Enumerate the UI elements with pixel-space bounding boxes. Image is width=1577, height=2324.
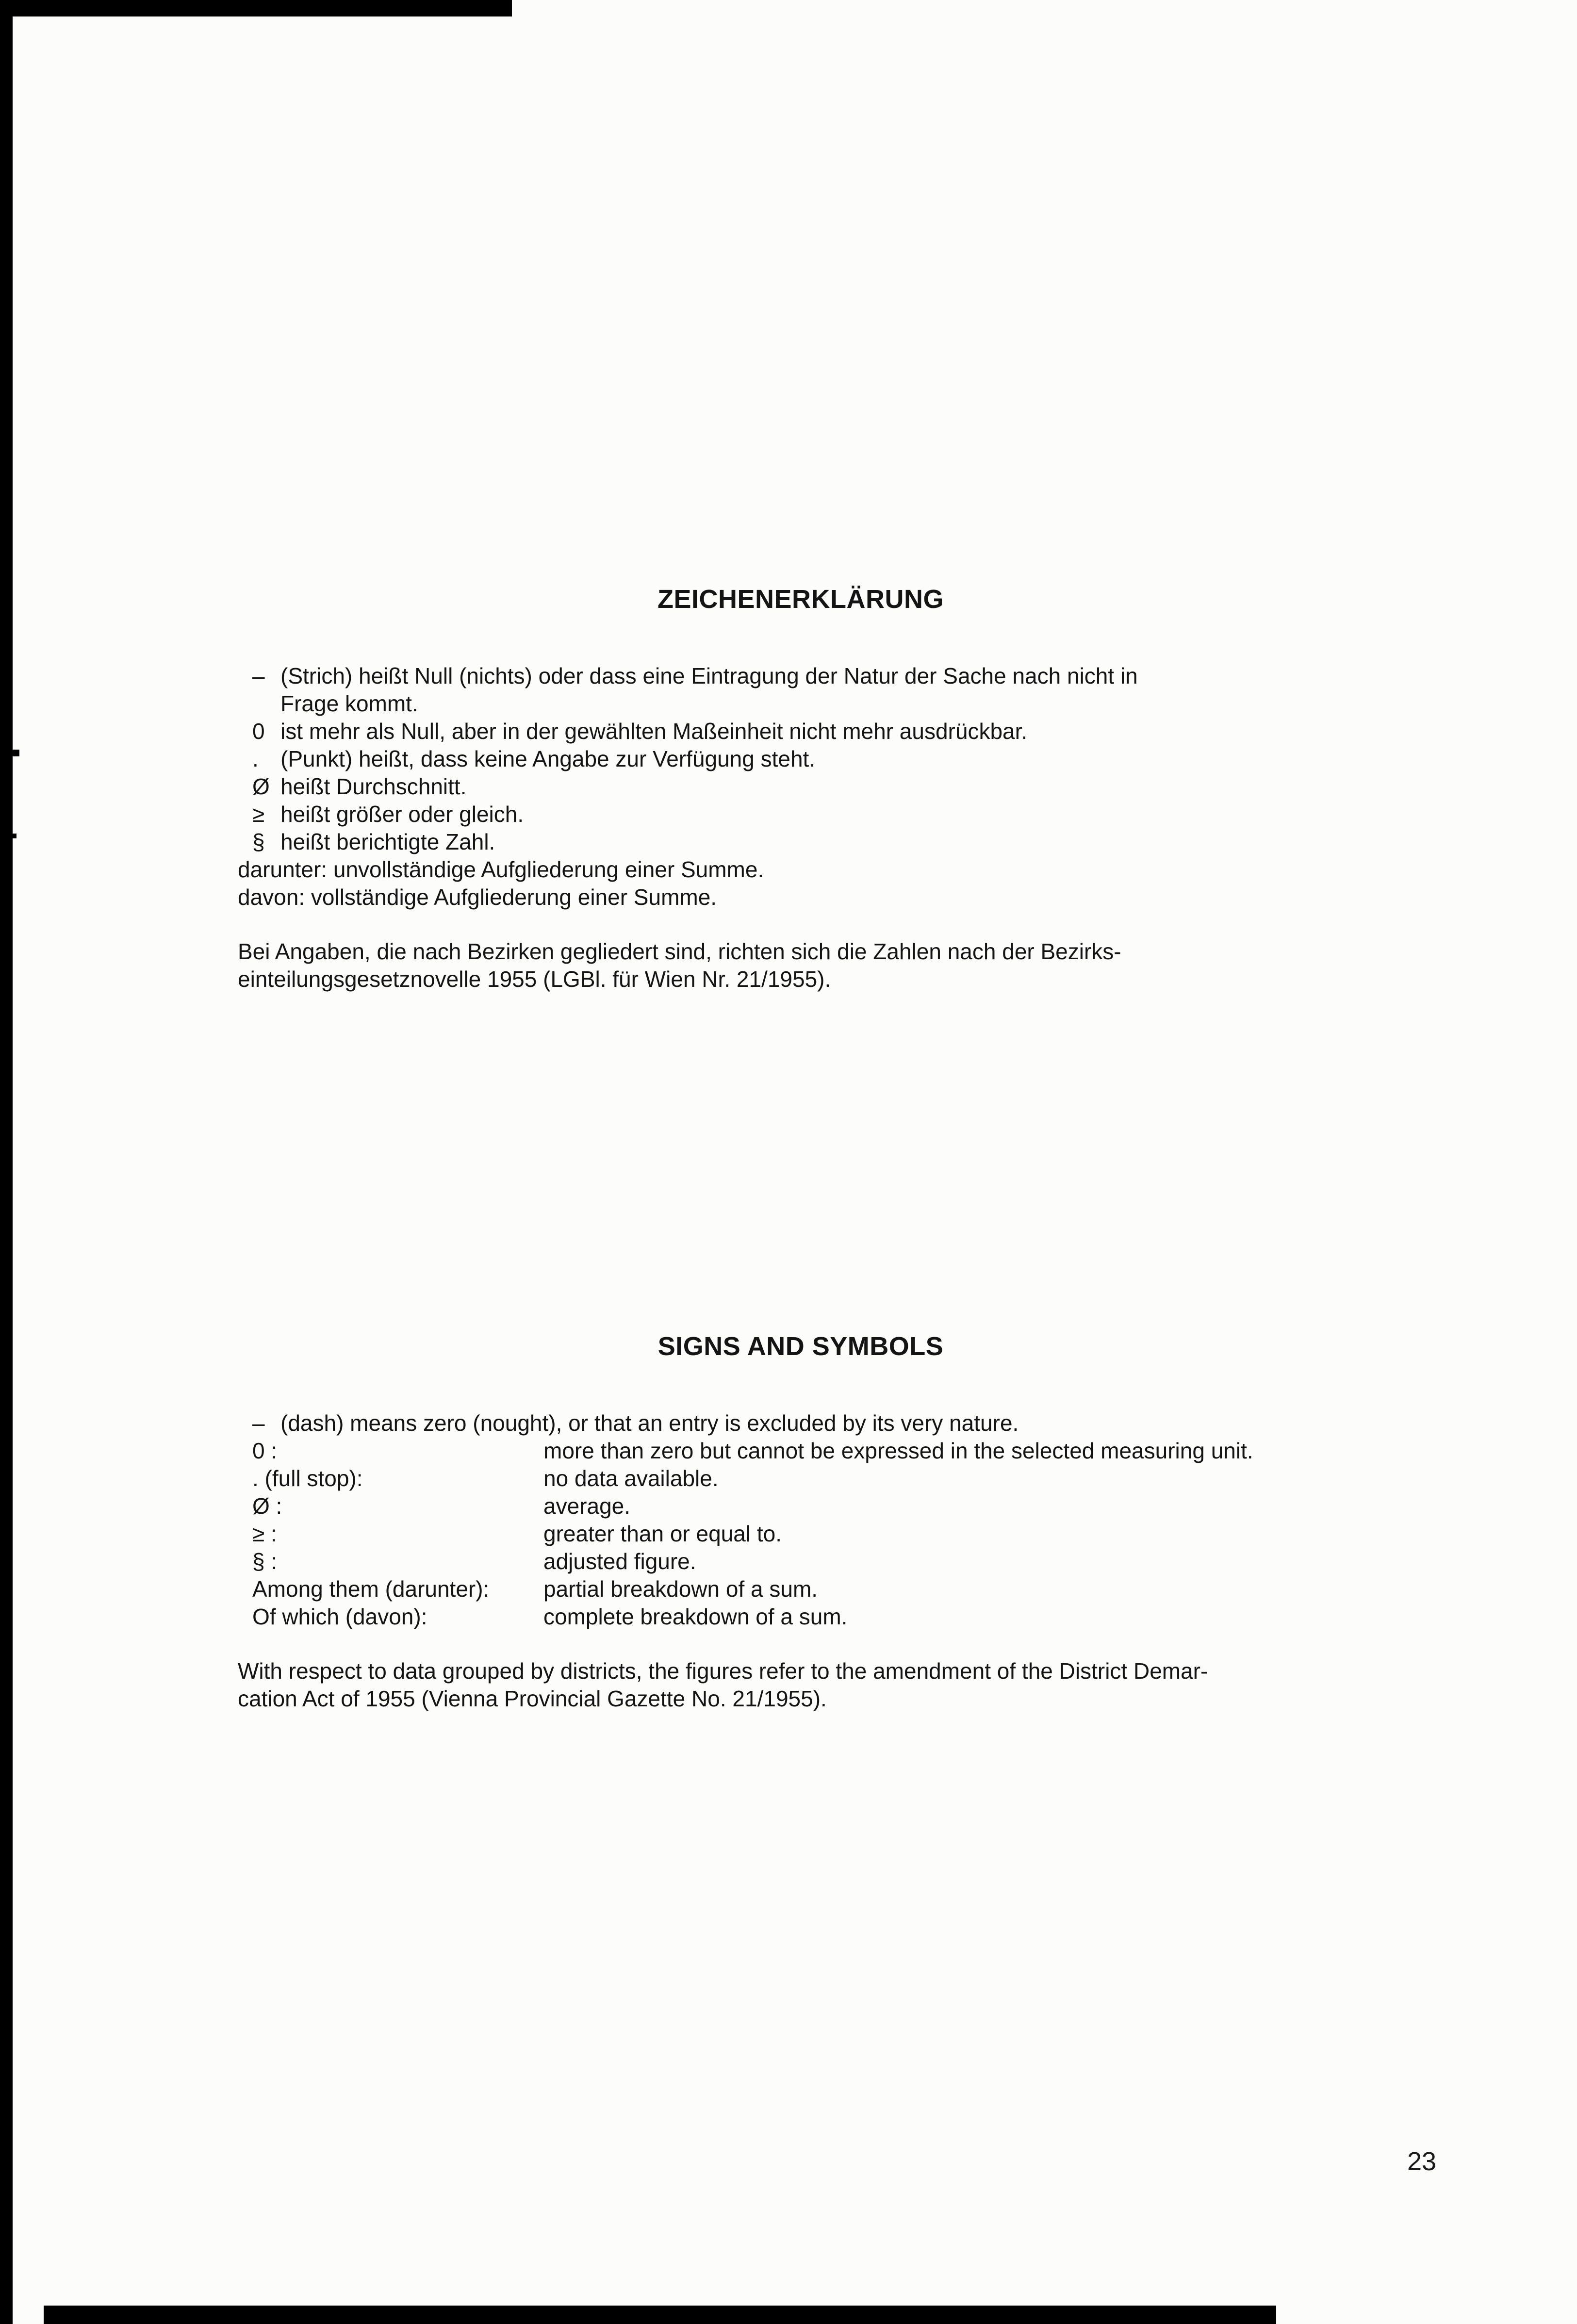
scan-speck	[0, 750, 19, 756]
legend-definition: greater than or equal to.	[543, 1521, 782, 1546]
scan-edge-top	[0, 0, 512, 16]
legend-term: 0 :	[252, 1438, 278, 1463]
legend-symbol: –	[252, 663, 265, 688]
scan-speck	[0, 834, 16, 838]
page-number: 23	[1407, 2147, 1437, 2176]
legend-line-davon: davon: vollständige Aufgliederung einer Summe.	[238, 884, 717, 910]
legend-term: ≥ :	[252, 1521, 277, 1546]
scan-edge-left	[0, 0, 13, 2324]
note-line: With respect to data grouped by districts, the figures refer to the amendment of the District Demar-	[238, 1658, 1208, 1684]
legend-text-line: Frage kommt.	[280, 691, 418, 716]
section-title-english: SIGNS AND SYMBOLS	[657, 1332, 944, 1361]
legend-text: heißt berichtigte Zahl.	[280, 829, 495, 854]
section-signs-and-symbols	[238, 1332, 1363, 1713]
legend-text: ist mehr als Null, aber in der gewählten Maßeinheit nicht mehr ausdrückbar.	[280, 719, 1028, 744]
legend-symbol: .	[252, 746, 259, 771]
legend-entry	[238, 1492, 1363, 1520]
legend-entry	[238, 745, 1363, 773]
legend-entry	[238, 662, 1363, 718]
legend-term: § :	[252, 1549, 278, 1574]
legend-entry	[238, 801, 1363, 828]
note-line: cation Act of 1955 (Vienna Provincial Gazette No. 21/1955).	[238, 1686, 827, 1711]
legend-symbol: 0	[252, 719, 265, 744]
legend-text-line: (Strich) heißt Null (nichts) oder dass eine Eintragung der Natur der Sache nach nicht in	[280, 663, 1138, 688]
legend-entry	[238, 828, 1363, 856]
legend-text: heißt Durchschnitt.	[280, 774, 467, 799]
legend-text: (dash) means zero (nought), or that an entry is excluded by its very nature.	[280, 1410, 1019, 1436]
legend-entry	[238, 1437, 1363, 1465]
legend-term: Ø :	[252, 1493, 282, 1519]
scan-edge-bottom	[44, 2306, 1276, 2324]
legend-text: (Punkt) heißt, dass keine Angabe zur Verfügung steht.	[280, 746, 816, 771]
legend-symbol: Ø	[252, 774, 270, 799]
legend-entry	[238, 1575, 1363, 1603]
legend-definition: adjusted figure.	[543, 1549, 696, 1574]
legend-term: Of which (davon):	[252, 1604, 427, 1629]
note-line: Bei Angaben, die nach Bezirken gegliedert sind, richten sich die Zahlen nach der Bezirks-	[238, 939, 1121, 964]
legend-term: . (full stop):	[252, 1466, 363, 1491]
legend-entry	[238, 1465, 1363, 1492]
legend-definition: average.	[543, 1493, 631, 1519]
section-title-german: ZEICHENERKLÄRUNG	[657, 585, 944, 614]
legend-term: Among them (darunter):	[252, 1576, 490, 1602]
section-zeichenerklaerung	[238, 585, 1363, 993]
legend-line-darunter: darunter: unvollständige Aufgliederung einer Summe.	[238, 857, 764, 882]
legend-definition: no data available.	[543, 1466, 719, 1491]
legend-symbol: ≥	[252, 802, 265, 827]
legend-entry	[238, 773, 1363, 801]
legend-entry	[238, 718, 1363, 745]
legend-symbol: –	[252, 1410, 265, 1436]
legend-text: heißt größer oder gleich.	[280, 802, 524, 827]
english-district-note	[238, 1657, 1363, 1713]
legend-entry	[238, 1520, 1363, 1548]
legend-definition: complete breakdown of a sum.	[543, 1604, 848, 1629]
legend-text	[280, 662, 1363, 718]
legend-entry	[238, 1548, 1363, 1575]
german-district-note	[238, 938, 1363, 993]
note-line: einteilungsgesetznovelle 1955 (LGBl. für Wien Nr. 21/1955).	[238, 966, 831, 992]
legend-entry	[238, 1409, 1363, 1437]
legend-definition: partial breakdown of a sum.	[543, 1576, 818, 1602]
legend-entry	[238, 1603, 1363, 1631]
legend-definition: more than zero but cannot be expressed in the selected measuring unit.	[543, 1438, 1253, 1463]
legend-symbol: §	[252, 829, 265, 854]
